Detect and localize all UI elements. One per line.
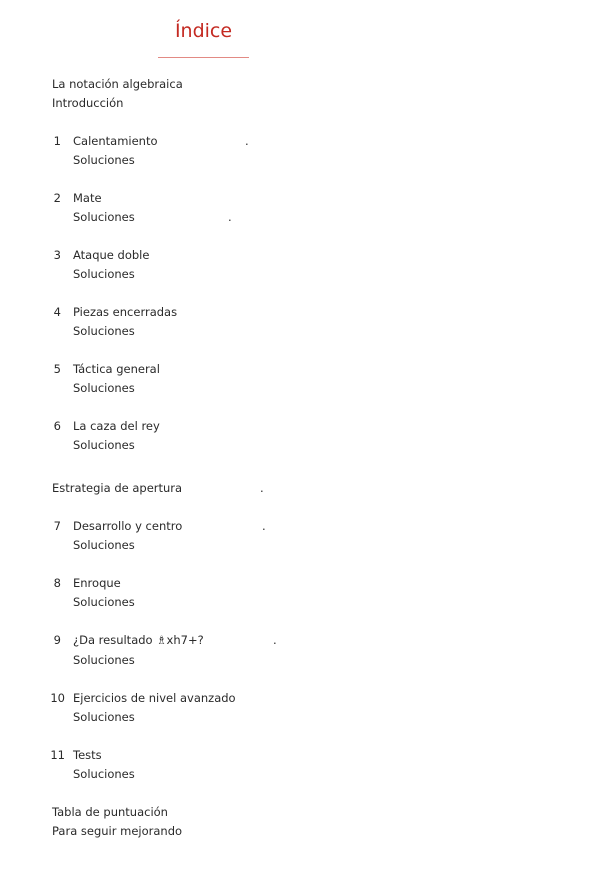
chapter-number: 11 — [50, 748, 65, 762]
chapter-number: 4 — [53, 305, 61, 319]
chapter-number: 7 — [53, 519, 61, 533]
stray-dot: . — [273, 633, 277, 647]
stray-dot: . — [260, 481, 264, 495]
toc-entry-keep-improving[interactable]: Para seguir mejorando — [52, 824, 183, 838]
toc-entry-opening-strategy[interactable]: Estrategia de apertura — [52, 481, 183, 495]
toc-entry-chapter-1[interactable]: Calentamiento — [73, 134, 158, 148]
toc-entry-solutions[interactable]: Soluciones — [73, 595, 135, 609]
toc-entry-chapter-9[interactable]: ¿Da resultado ♗xh7+? — [73, 633, 204, 647]
toc-entry-solutions[interactable]: Soluciones — [73, 653, 135, 667]
toc-entry-chapter-6[interactable]: La caza del rey — [73, 419, 160, 433]
toc-entry-solutions[interactable]: Soluciones — [73, 767, 135, 781]
toc-entry-chapter-2[interactable]: Mate — [73, 191, 102, 205]
chapter-number: 10 — [50, 691, 65, 705]
chapter-number: 6 — [53, 419, 61, 433]
toc-entry-chapter-4[interactable]: Piezas encerradas — [73, 305, 178, 319]
title-underline — [158, 57, 249, 58]
toc-entry-chapter-3[interactable]: Ataque doble — [73, 248, 150, 262]
stray-dot: . — [245, 134, 249, 148]
page-title: Índice — [174, 20, 233, 42]
stray-dot: . — [228, 210, 232, 224]
chapter-number: 9 — [53, 633, 61, 647]
toc-entry-chapter-5[interactable]: Táctica general — [73, 362, 160, 376]
toc-entry-introduction[interactable]: Introducción — [52, 96, 124, 110]
toc-entry-solutions[interactable]: Soluciones — [73, 538, 135, 552]
toc-entry-solutions[interactable]: Soluciones — [73, 324, 135, 338]
toc-entry-chapter-8[interactable]: Enroque — [73, 576, 121, 590]
chapter-number: 5 — [53, 362, 61, 376]
toc-entry-solutions[interactable]: Soluciones — [73, 381, 135, 395]
toc-entry-solutions[interactable]: Soluciones — [73, 710, 135, 724]
toc-entry-solutions[interactable]: Soluciones — [73, 210, 135, 224]
chapter-number: 2 — [53, 191, 61, 205]
toc-entry-notation[interactable]: La notación algebraica — [52, 77, 183, 91]
chapter-number: 3 — [53, 248, 61, 262]
toc-entry-chapter-10[interactable]: Ejercicios de nivel avanzado — [73, 691, 236, 705]
toc-entry-chapter-11[interactable]: Tests — [73, 748, 102, 762]
stray-dot: . — [262, 519, 266, 533]
toc-entry-chapter-7[interactable]: Desarrollo y centro — [73, 519, 183, 533]
chapter-number: 1 — [53, 134, 61, 148]
toc-entry-score-table[interactable]: Tabla de puntuación — [52, 805, 168, 819]
chapter-number: 8 — [53, 576, 61, 590]
toc-entry-solutions[interactable]: Soluciones — [73, 153, 135, 167]
toc-entry-solutions[interactable]: Soluciones — [73, 267, 135, 281]
toc-entry-solutions[interactable]: Soluciones — [73, 438, 135, 452]
